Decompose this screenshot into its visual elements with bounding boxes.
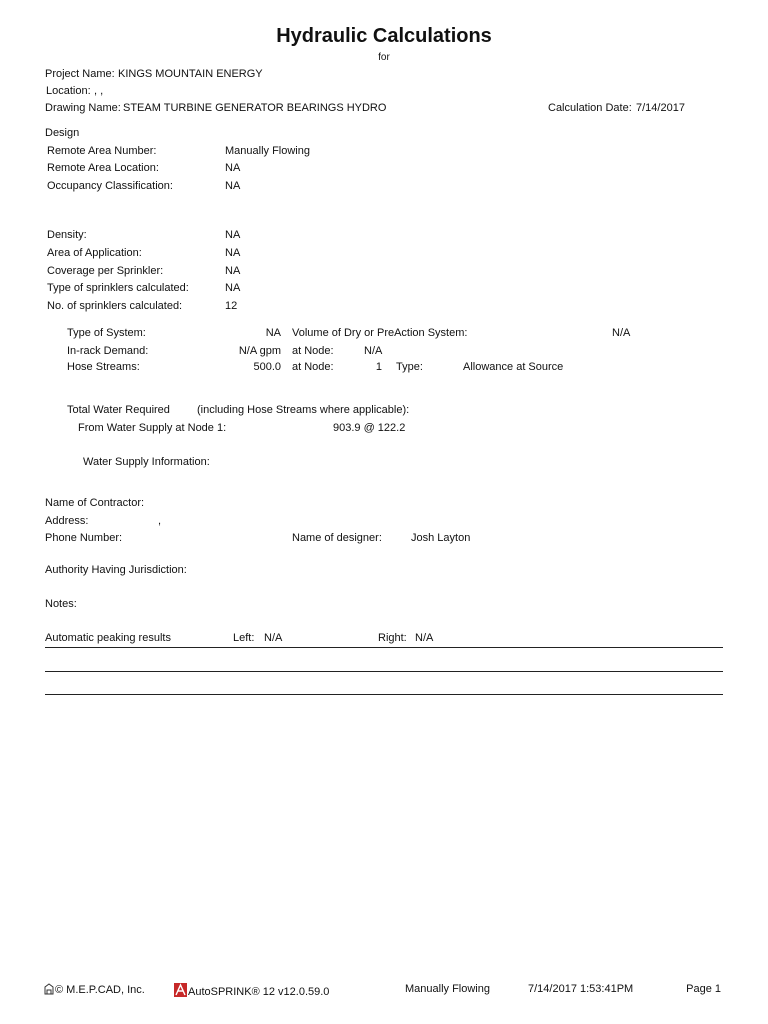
address-label: Address: (45, 515, 89, 527)
total-water-label: Total Water Required (67, 404, 170, 416)
footer-page-number: Page 1 (686, 983, 721, 995)
design-row-value: NA (225, 265, 241, 277)
hose-node-value: 1 (375, 361, 382, 373)
footer-timestamp: 7/14/2017 1:53:41PM (528, 983, 634, 995)
design-row-value: NA (225, 229, 241, 241)
hose-type-value: Allowance at Source (463, 361, 564, 373)
design-row-value: NA (225, 162, 241, 174)
design-row-label: Remote Area Number: (47, 145, 157, 157)
drawing-name-value: STEAM TURBINE GENERATOR BEARINGS HYDRO (123, 102, 387, 114)
water-supply-node-value: 903.9 @ 122.2 (333, 422, 406, 434)
peaking-results-label: Automatic peaking results (45, 632, 171, 644)
divider-line (45, 671, 723, 672)
design-row-label: Area of Application: (47, 247, 142, 259)
design-row-value: NA (225, 180, 241, 192)
footer-company (44, 983, 145, 999)
company-text: © M.E.P.CAD, Inc. (55, 984, 145, 996)
design-row-value: Manually Flowing (225, 145, 310, 157)
water-supply-node-label: From Water Supply at Node 1: (78, 422, 227, 434)
design-row-label: Occupancy Classification: (47, 180, 173, 192)
for-caption: for (378, 52, 390, 63)
dry-system-volume-value: N/A (612, 327, 631, 339)
autosprink-logo-icon (174, 983, 187, 1001)
peaking-right-label: Right: (378, 632, 407, 644)
system-type-value: NA (265, 327, 281, 339)
page-title: Hydraulic Calculations (276, 25, 492, 47)
divider-line (45, 694, 723, 695)
hose-streams-label: Hose Streams: (67, 361, 140, 373)
design-row-value: 12 (225, 300, 238, 312)
footer-software (174, 983, 329, 1001)
software-text: AutoSPRINK® 12 v12.0.59.0 (188, 986, 330, 998)
dry-system-volume-label: Volume of Dry or PreAction System: (292, 327, 468, 339)
hose-node-label: at Node: (292, 361, 334, 373)
design-row-value: NA (225, 282, 241, 294)
design-row-label: Coverage per Sprinkler: (47, 265, 164, 277)
location-value: , , (94, 85, 104, 97)
peaking-left-value: N/A (264, 632, 283, 644)
design-row-label: Density: (47, 229, 87, 241)
drawing-name-label: Drawing Name: (45, 102, 121, 114)
ahj-label: Authority Having Jurisdiction: (45, 564, 187, 576)
design-row-value: NA (225, 247, 241, 259)
total-water-note: (including Hose Streams where applicable): (197, 404, 410, 416)
designer-value: Josh Layton (411, 532, 471, 544)
notes-label: Notes: (45, 598, 77, 610)
location-label: Location: (46, 85, 91, 97)
water-supply-info-label: Water Supply Information: (83, 456, 210, 468)
calculation-date-value: 7/14/2017 (636, 102, 685, 114)
inrack-node-label: at Node: (292, 345, 334, 357)
project-name-label: Project Name: (45, 68, 115, 80)
inrack-demand-value: N/A gpm (238, 345, 281, 357)
project-name-value: KINGS MOUNTAIN ENERGY (118, 68, 263, 80)
hose-streams-value: 500.0 (253, 361, 281, 373)
address-value: , (158, 515, 162, 527)
system-type-label: Type of System: (67, 327, 146, 339)
calculation-date-label: Calculation Date: (548, 102, 632, 114)
peaking-left-label: Left: (233, 632, 255, 644)
design-row-label: Remote Area Location: (47, 162, 159, 174)
design-row-label: No. of sprinklers calculated: (47, 300, 183, 312)
design-heading: Design (45, 127, 80, 139)
footer-mode: Manually Flowing (405, 983, 490, 995)
phone-label: Phone Number: (45, 532, 123, 544)
mepcad-logo-icon (44, 983, 54, 999)
peaking-right-value: N/A (415, 632, 434, 644)
contractor-name-label: Name of Contractor: (45, 497, 145, 509)
inrack-node-value: N/A (364, 345, 383, 357)
divider-line (45, 647, 723, 648)
design-row-label: Type of sprinklers calculated: (47, 282, 189, 294)
hose-type-label: Type: (396, 361, 423, 373)
designer-label: Name of designer: (292, 532, 382, 544)
inrack-demand-label: In-rack Demand: (67, 345, 149, 357)
